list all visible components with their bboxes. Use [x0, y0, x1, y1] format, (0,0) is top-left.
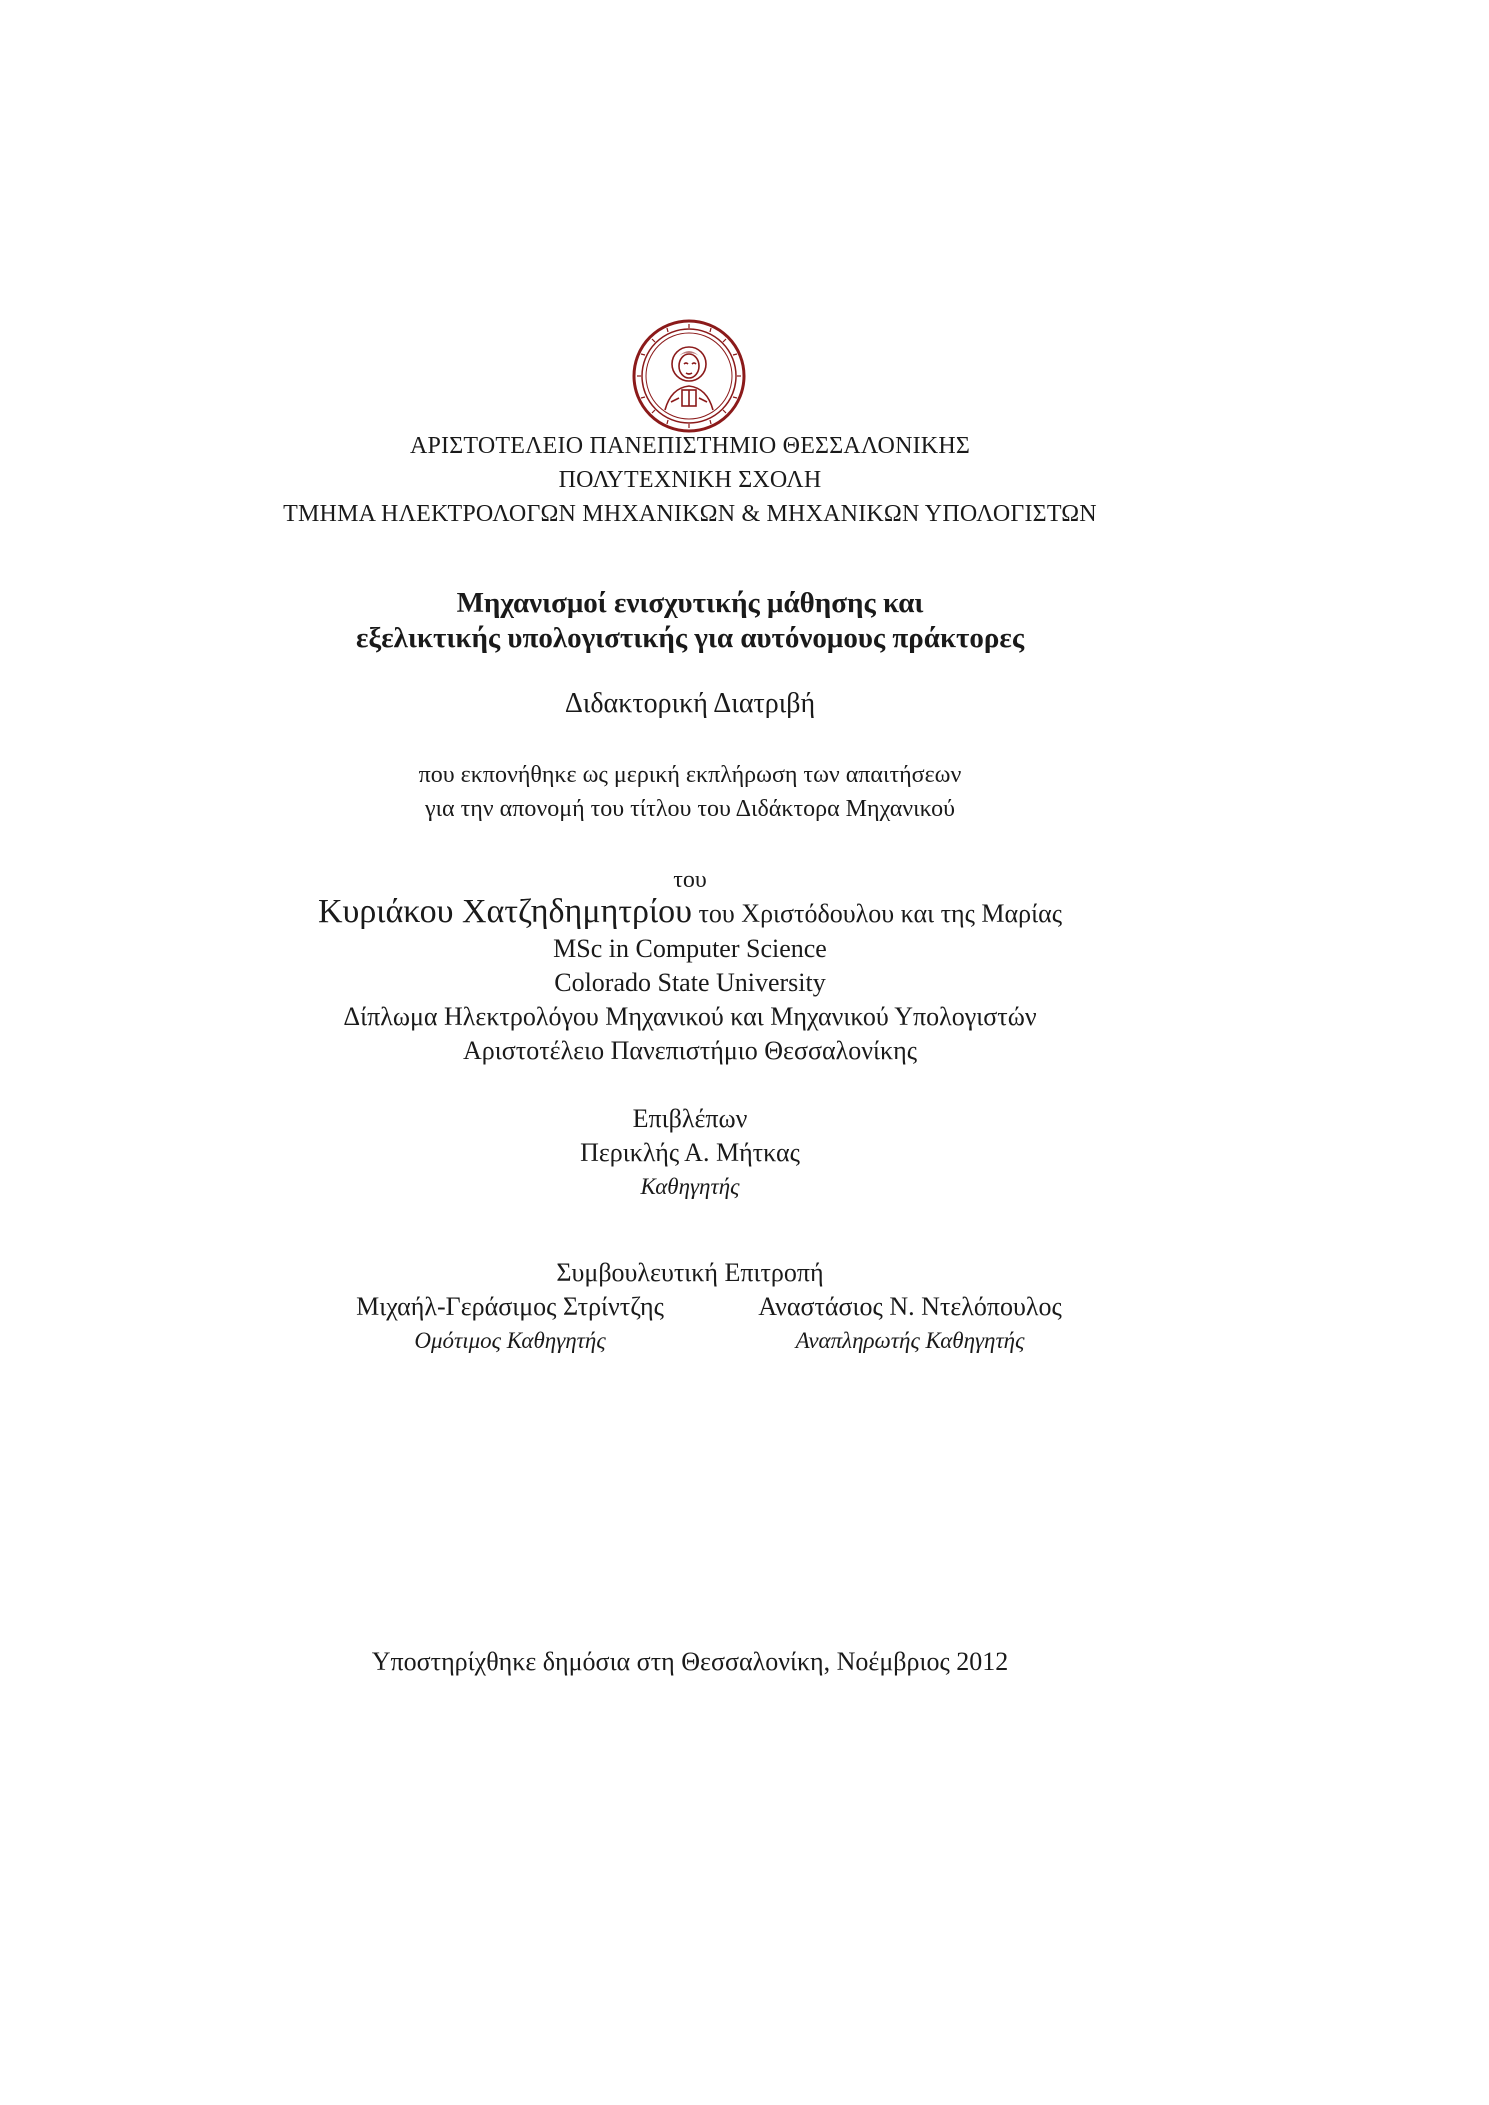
committee-member-2-name: Αναστάσιος Ν. Ντελόπουλος: [758, 1292, 1062, 1321]
author-name: Κυριάκου Χατζηδημητρίου: [317, 893, 692, 930]
purpose-line-2: για την απονομή του τίτλου του Διδάκτορα Μηχανικού: [424, 796, 956, 822]
thesis-title-line-1: Μηχανισμοί ενισχυτικής μάθησης και: [456, 587, 924, 619]
committee-member-1-name: Μιχαήλ-Γεράσιμος Στρίντζης: [356, 1292, 664, 1321]
supervisor-label: Επιβλέπων: [632, 1104, 748, 1133]
credential-degree: MSc in Computer Science: [553, 934, 827, 963]
defense-date: Υποστηρίχθηκε δημόσια στη Θεσσαλονίκη, Νοέμβριος 2012: [371, 1647, 1009, 1676]
university-seal-icon: [631, 318, 747, 434]
author-parents: του Χριστόδουλου και της Μαρίας: [698, 899, 1063, 928]
thesis-title-line-2: εξελικτικής υπολογιστικής για αυτόνομους πράκτορες: [355, 622, 1025, 654]
committee-member-2-role: Αναπληρωτής Καθηγητής: [795, 1328, 1025, 1353]
supervisor-role: Καθηγητής: [640, 1174, 740, 1199]
university-name: ΑΡΙΣΤΟΤΕΛΕΙΟ ΠΑΝΕΠΙΣΤΗΜΙΟ ΘΕΣΣΑΛΟΝΙΚΗΣ: [409, 433, 971, 459]
committee-label: Συμβουλευτική Επιτροπή: [556, 1258, 824, 1287]
school-name: ΠΟΛΥΤΕΧΝΙΚΗ ΣΧΟΛΗ: [558, 467, 822, 493]
committee-member-1-role: Ομότιμος Καθηγητής: [414, 1328, 606, 1353]
credential-diploma-university: Αριστοτέλειο Πανεπιστήμιο Θεσσαλονίκης: [463, 1036, 917, 1065]
credential-university: Colorado State University: [554, 968, 826, 997]
credential-diploma: Δίπλωμα Ηλεκτρολόγου Μηχανικού και Μηχανικού Υπολογιστών: [343, 1002, 1037, 1031]
document-type: Διδακτορική Διατριβή: [564, 688, 816, 719]
purpose-line-1: που εκπονήθηκε ως μερική εκπλήρωση των απαιτήσεων: [418, 762, 962, 788]
supervisor-name: Περικλής Α. Μήτκας: [580, 1138, 800, 1167]
author-prefix: του: [673, 867, 707, 893]
author-line: [0, 894, 1380, 932]
department-name: ΤΜΗΜΑ ΗΛΕΚΤΡΟΛΟΓΩΝ ΜΗΧΑΝΙΚΩΝ & ΜΗΧΑΝΙΚΩΝ ΥΠΟΛΟΓΙΣΤΩΝ: [283, 501, 1097, 527]
